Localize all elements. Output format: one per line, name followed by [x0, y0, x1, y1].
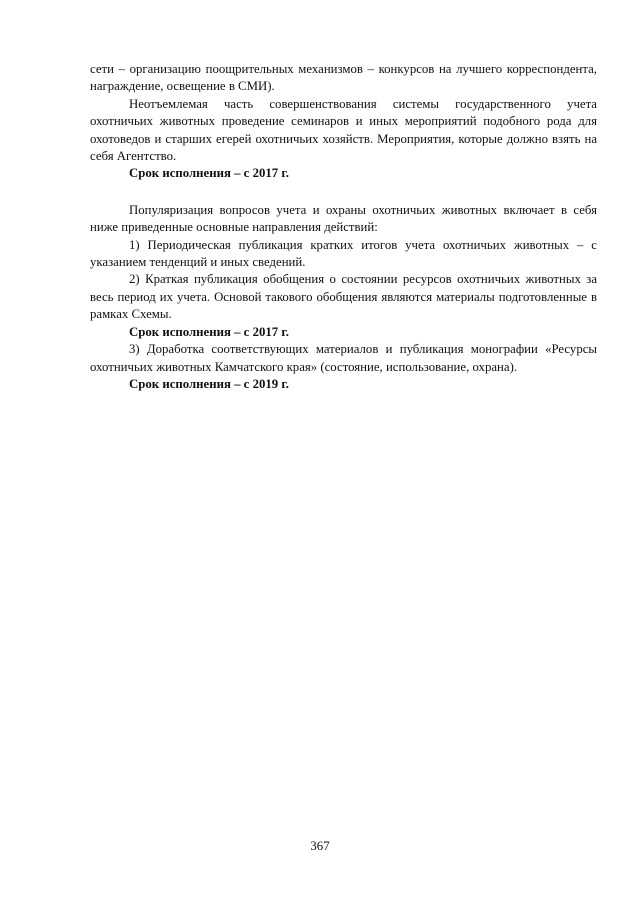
paragraph-item-1: 1) Периодическая публикация кратких итогов учета охотничьих животных – с указанием тенденций и иных сведений. — [90, 237, 597, 270]
page-body — [90, 61, 597, 393]
paragraph-spacer — [90, 183, 597, 202]
paragraph-item-2: 2) Краткая публикация обобщения о состоянии ресурсов охотничьих животных за весь период их учета. Основой такового обобщения являются материалы подготовленные в рамках Схемы. — [90, 272, 597, 322]
paragraph-continuation: сети – организацию поощрительных механизмов – конкурсов на лучшего корреспондента, награждение, освещение в СМИ). — [90, 62, 597, 94]
paragraph-popularization: Популяризация вопросов учета и охраны охотничьих животных включает в себя ниже приведенные основные направления действий: — [90, 202, 597, 235]
deadline-2: Срок исполнения – с 2017 г. — [129, 324, 289, 339]
paragraph-seminars: Неотъемлемая часть совершенствования системы государственного учета охотничьих животных проведение семинаров и иных мероприятий подобного рода для охотоведов и старших егерей охотничьих хозяйств. Мероприятия, которые должно взять на себя Агентство. — [90, 96, 597, 164]
deadline-3: Срок исполнения – с 2019 г. — [129, 376, 289, 391]
paragraph-item-3: 3) Доработка соответствующих материалов и публикация монографии «Ресурсы охотничьих животных Камчатского края» (состояние, использование, охрана). — [90, 342, 597, 374]
page-number: 367 — [310, 839, 330, 853]
deadline-1: Срок исполнения – с 2017 г. — [129, 166, 289, 181]
